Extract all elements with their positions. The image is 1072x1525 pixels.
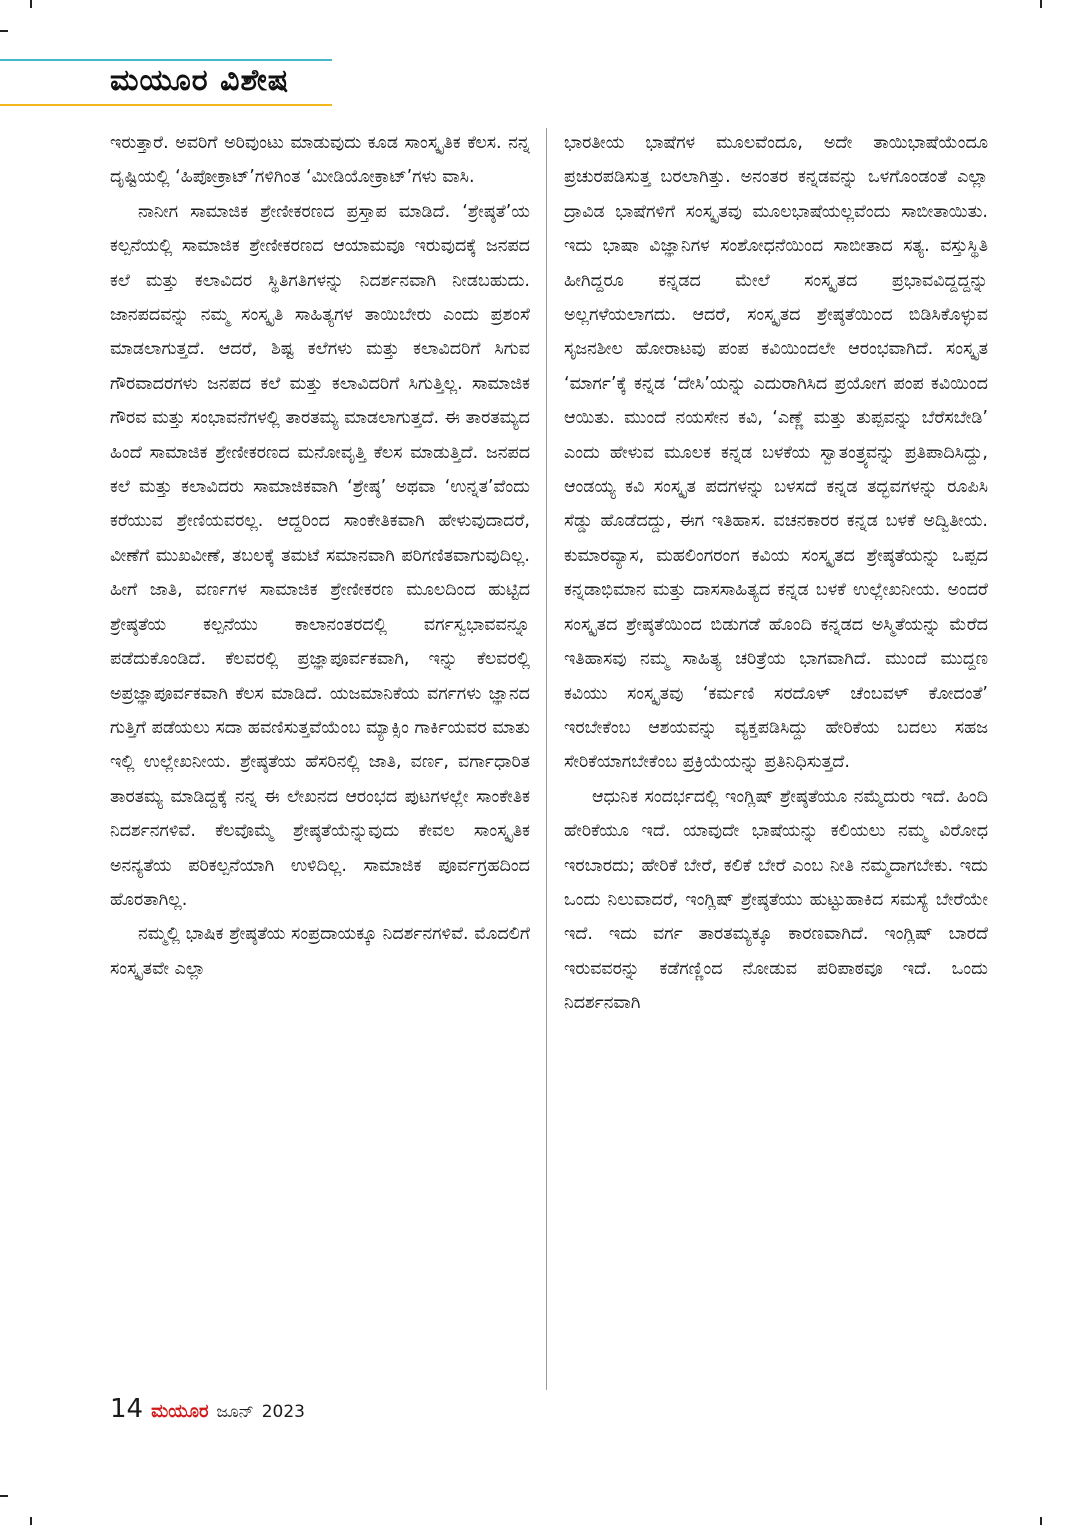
issue-month: ಜೂನ್ xyxy=(216,1402,254,1422)
paragraph: ನಮ್ಮಲ್ಲಿ ಭಾಷಿಕ ಶ್ರೇಷ್ಠತೆಯ ಸಂಪ್ರದಾಯಕ್ಕೂ ನಿದರ್ಶನಗಳಿವೆ. ಮೊದಲಿಗೆ ಸಂಸ್ಕೃತವೇ ಎಲ್ಲಾ xyxy=(110,924,530,979)
header-rule-bottom xyxy=(0,104,332,106)
crop-mark xyxy=(30,1517,32,1525)
column-divider xyxy=(546,128,547,1390)
paragraph: ಇರುತ್ತಾರೆ. ಅವರಿಗೆ ಅರಿವುಂಟು ಮಾಡುವುದು ಕೂಡ ಸಾಂಸ್ಕೃತಿಕ ಕೆಲಸ. ನನ್ನ ದೃಷ್ಟಿಯಲ್ಲಿ ‘ಹಿಪೋಕ್ರಾಟ್’ಗಳಿಗಿಂತ ‘ಮೀಡಿಯೋಕ್ರಾಟ್’ಗಳು ವಾಸಿ. xyxy=(110,133,530,188)
page-footer xyxy=(110,1394,305,1428)
paragraph: ಭಾರತೀಯ ಭಾಷೆಗಳ ಮೂಲವೆಂದೂ, ಅದೇ ತಾಯಿಭಾಷೆಯೆಂದೂ ಪ್ರಚುರಪಡಿಸುತ್ತ ಬರಲಾಗಿತ್ತು. ಅನಂತರ ಕನ್ನಡವನ್ನು ಒಳಗೊಂಡಂತೆ ಎಲ್ಲಾ ದ್ರಾವಿಡ ಭಾಷೆಗಳಿಗೆ ಸಂಸ್ಕೃತವು ಮೂಲಭಾಷೆಯಲ್ಲವೆಂದು ಸಾಬೀತಾಯಿತು. ಇದು ಭಾಷಾ ವಿಜ್ಞಾನಿಗಳ ಸಂಶೋಧನೆಯಿಂದ ಸಾಬೀತಾದ ಸತ್ಯ. ವಸ್ತುಸ್ಥಿತಿ ಹೀಗಿದ್ದರೂ ಕನ್ನಡದ ಮೇಲೆ ಸಂಸ್ಕೃತದ ಪ್ರಭಾವವಿದ್ದದ್ದನ್ನು ಅಲ್ಲಗಳೆಯಲಾಗದು. ಆದರೆ, ಸಂಸ್ಕೃತದ ಶ್ರೇಷ್ಠತೆಯಿಂದ ಬಿಡಿಸಿಕೊಳ್ಳುವ ಸೃಜನಶೀಲ ಹೋರಾಟವು ಪಂಪ ಕವಿಯಿಂದಲೇ ಆರಂಭವಾಗಿದೆ. ಸಂಸ್ಕೃತ ‘ಮಾರ್ಗ’ಕ್ಕೆ ಕನ್ನಡ ‘ದೇಸಿ’ಯನ್ನು ಎದುರಾಗಿಸಿದ ಪ್ರಯೋಗ ಪಂಪ ಕವಿಯಿಂದ ಆಯಿತು. ಮುಂದೆ ನಯಸೇನ ಕವಿ, ‘ಎಣ್ಣೆ ಮತ್ತು ತುಪ್ಪವನ್ನು ಬೆರೆಸಬೇಡಿ’ ಎಂದು ಹೇಳುವ ಮೂಲಕ ಕನ್ನಡ ಬಳಕೆಯ ಸ್ವಾತಂತ್ರ್ಯವನ್ನು ಪ್ರತಿಪಾದಿಸಿದ್ದು, ಆಂಡಯ್ಯ ಕವಿ ಸಂಸ್ಕೃತ ಪದಗಳನ್ನು ಬಳಸದೆ ಕನ್ನಡ ತದ್ಭವಗಳನ್ನು ರೂಪಿಸಿ ಸೆಡ್ಡು ಹೊಡೆದದ್ದು, ಈಗ ಇತಿಹಾಸ. ವಚನಕಾರರ ಕನ್ನಡ ಬಳಕೆ ಅದ್ವಿತೀಯ. ಕುಮಾರವ್ಯಾಸ, ಮಹಲಿಂಗರಂಗ ಕವಿಯ ಸಂಸ್ಕೃತದ ಶ್ರೇಷ್ಠತೆಯನ್ನು ಒಪ್ಪದ ಕನ್ನಡಾಭಿಮಾನ ಮತ್ತು ದಾಸಸಾಹಿತ್ಯದ ಕನ್ನಡ ಬಳಕೆ ಉಲ್ಲೇಖನೀಯ. ಅಂದರೆ ಸಂಸ್ಕೃತದ ಶ್ರೇಷ್ಠತೆಯಿಂದ ಬಿಡುಗಡೆ ಹೊಂದಿ ಕನ್ನಡದ ಅಸ್ಮಿತೆಯನ್ನು ಮೆರೆದ ಇತಿಹಾಸವು ನಮ್ಮ ಸಾಹಿತ್ಯ ಚರಿತ್ರೆಯ ಭಾಗವಾಗಿದೆ. ಮುಂದೆ ಮುದ್ದಣ ಕವಿಯು ಸಂಸ್ಕೃತವು ‘ಕರ್ಮಣಿ ಸರದೊಳ್ ಚೆಂಬವಳ್ ಕೋದಂತೆ’ ಇರಬೇಕೆಂಬ ಆಶಯವನ್ನು ವ್ಯಕ್ತಪಡಿಸಿದ್ದು ಹೇರಿಕೆಯ ಬದಲು ಸಹಜ ಸೇರಿಕೆಯಾಗಬೇಕೆಂಬ ಪ್ರಕ್ರಿಯೆಯನ್ನು ಪ್ರತಿನಿಧಿಸುತ್ತದೆ. xyxy=(564,133,988,773)
paragraph: ನಾನೀಗ ಸಾಮಾಜಿಕ ಶ್ರೇಣೀಕರಣದ ಪ್ರಸ್ತಾಪ ಮಾಡಿದೆ. ‘ಶ್ರೇಷ್ಠತೆ’ಯ ಕಲ್ಪನೆಯಲ್ಲಿ ಸಾಮಾಜಿಕ ಶ್ರೇಣೀಕರಣದ ಆಯಾಮವೂ ಇರುವುದಕ್ಕೆ ಜನಪದ ಕಲೆ ಮತ್ತು ಕಲಾವಿದರ ಸ್ಥಿತಿಗತಿಗಳನ್ನು ನಿದರ್ಶನವಾಗಿ ನೀಡಬಹುದು. ಜಾನಪದವನ್ನು ನಮ್ಮ ಸಂಸ್ಕೃತಿ ಸಾಹಿತ್ಯಗಳ ತಾಯಿಬೇರು ಎಂದು ಪ್ರಶಂಸೆ ಮಾಡಲಾಗುತ್ತದೆ. ಆದರೆ, ಶಿಷ್ಟ ಕಲೆಗಳು ಮತ್ತು ಕಲಾವಿದರಿಗೆ ಸಿಗುವ ಗೌರವಾದರಗಳು ಜನಪದ ಕಲೆ ಮತ್ತು ಕಲಾವಿದರಿಗೆ ಸಿಗುತ್ತಿಲ್ಲ. ಸಾಮಾಜಿಕ ಗೌರವ ಮತ್ತು ಸಂಭಾವನೆಗಳಲ್ಲಿ ತಾರತಮ್ಯ ಮಾಡಲಾಗುತ್ತದೆ. ಈ ತಾರತಮ್ಯದ ಹಿಂದೆ ಸಾಮಾಜಿಕ ಶ್ರೇಣೀಕರಣದ ಮನೋವೃತ್ತಿ ಕೆಲಸ ಮಾಡುತ್ತಿದೆ. ಜನಪದ ಕಲೆ ಮತ್ತು ಕಲಾವಿದರು ಸಾಮಾಜಿಕವಾಗಿ ‘ಶ್ರೇಷ್ಠ’ ಅಥವಾ ‘ಉನ್ನತ’ವೆಂದು ಕರೆಯುವ ಶ್ರೇಣಿಯವರಲ್ಲ. ಆದ್ದರಿಂದ ಸಾಂಕೇತಿಕವಾಗಿ ಹೇಳುವುದಾದರೆ, ವೀಣೆಗೆ ಮುಖವೀಣೆ, ತಬಲಕ್ಕೆ ತಮಟೆ ಸಮಾನವಾಗಿ ಪರಿಗಣಿತವಾಗುವುದಿಲ್ಲ. ಹೀಗೆ ಜಾತಿ, ವರ್ಣಗಳ ಸಾಮಾಜಿಕ ಶ್ರೇಣೀಕರಣ ಮೂಲದಿಂದ ಹುಟ್ಟಿದ ಶ್ರೇಷ್ಠತೆಯ ಕಲ್ಪನೆಯು ಕಾಲಾನಂತರದಲ್ಲಿ ವರ್ಗಸ್ವಭಾವವನ್ನೂ ಪಡೆದುಕೊಂಡಿದೆ. ಕೆಲವರಲ್ಲಿ ಪ್ರಜ್ಞಾಪೂರ್ವಕವಾಗಿ, ಇನ್ನು ಕೆಲವರಲ್ಲಿ ಅಪ್ರಜ್ಞಾಪೂರ್ವಕವಾಗಿ ಕೆಲಸ ಮಾಡಿದೆ. ಯಜಮಾನಿಕೆಯ ವರ್ಗಗಳು ಜ್ಞಾನದ ಗುತ್ತಿಗೆ ಪಡೆಯಲು ಸದಾ ಹವಣಿಸುತ್ತವೆಯೆಂಬ ಮ್ಯಾಕ್ಸಿಂ ಗಾರ್ಕಿಯವರ ಮಾತು ಇಲ್ಲಿ ಉಲ್ಲೇಖನೀಯ. ಶ್ರೇಷ್ಠತೆಯ ಹೆಸರಿನಲ್ಲಿ ಜಾತಿ, ವರ್ಣ, ವರ್ಗಾಧಾರಿತ ತಾರತಮ್ಯ ಮಾಡಿದ್ದಕ್ಕೆ ನನ್ನ ಈ ಲೇಖನದ ಆರಂಭದ ಪುಟಗಳಲ್ಲೇ ಸಾಂಕೇತಿಕ ನಿದರ್ಶನಗಳಿವೆ. ಕೆಲವೊಮ್ಮೆ ಶ್ರೇಷ್ಠತೆಯೆನ್ನುವುದು ಕೇವಲ ಸಾಂಸ್ಕೃತಿಕ ಅನನ್ಯತೆಯ ಪರಿಕಲ್ಪನೆಯಾಗಿ ಉಳಿದಿಲ್ಲ. ಸಾಮಾಜಿಕ ಪೂರ್ವಗ್ರಹದಿಂದ ಹೊರತಾಗಿಲ್ಲ. xyxy=(110,201,530,910)
paragraph: ಆಧುನಿಕ ಸಂದರ್ಭದಲ್ಲಿ ಇಂಗ್ಲಿಷ್ ಶ್ರೇಷ್ಠತೆಯೂ ನಮ್ಮೆದುರು ಇದೆ. ಹಿಂದಿ ಹೇರಿಕೆಯೂ ಇದೆ. ಯಾವುದೇ ಭಾಷೆಯನ್ನು ಕಲಿಯಲು ನಮ್ಮ ವಿರೋಧ ಇರಬಾರದು; ಹೇರಿಕೆ ಬೇರೆ, ಕಲಿಕೆ ಬೇರೆ ಎಂಬ ನೀತಿ ನಮ್ಮದಾಗಬೇಕು. ಇದು ಒಂದು ನಿಲುವಾದರೆ, ಇಂಗ್ಲಿಷ್ ಶ್ರೇಷ್ಠತೆಯು ಹುಟ್ಟುಹಾಕಿದ ಸಮಸ್ಯೆ ಬೇರೆಯೇ ಇದೆ. ಇದು ವರ್ಗ ತಾರತಮ್ಯಕ್ಕೂ ಕಾರಣವಾಗಿದೆ. ಇಂಗ್ಲಿಷ್ ಬಾರದೆ ಇರುವವರನ್ನು ಕಡೆಗಣ್ಣಿಂದ ನೋಡುವ ಪರಿಪಾಠವೂ ಇದೆ. ಒಂದು ನಿದರ್ಶನವಾಗಿ xyxy=(564,786,988,1014)
article-column-right xyxy=(564,126,988,1021)
issue-year: 2023 xyxy=(261,1402,305,1422)
section-title: ಮಯೂರ ವಿಶೇಷ xyxy=(110,63,290,98)
crop-mark xyxy=(0,1495,8,1497)
header-rule-top xyxy=(0,59,332,61)
crop-mark xyxy=(1040,0,1042,8)
crop-mark xyxy=(30,0,32,8)
page-number: 14 xyxy=(110,1394,144,1424)
crop-mark xyxy=(1040,1517,1042,1525)
magazine-logo: ಮಯೂರ xyxy=(151,1401,209,1422)
article-column-left xyxy=(110,126,530,986)
crop-mark xyxy=(0,30,8,32)
